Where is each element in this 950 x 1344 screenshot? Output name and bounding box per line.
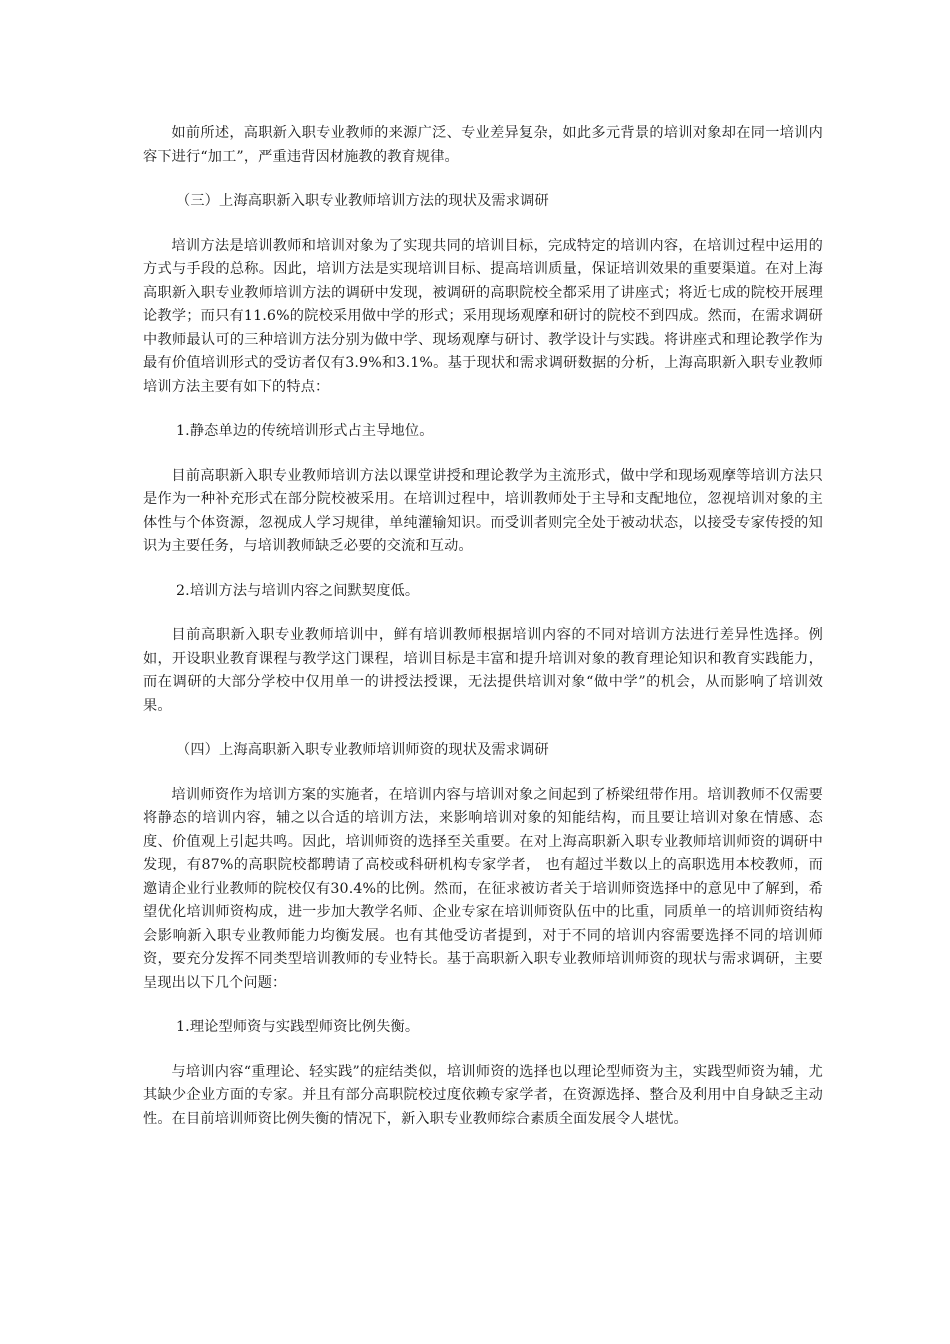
- paragraph-static-training-form: 目前高职新入职专业教师培训方法以课堂讲授和理论教学为主流形式，做中学和现场观摩等培训方法只是作为一种补充形式在部分院校被采用。在培训过程中，培训教师处于主导和支配地位，忽视培训对象的主体性与个体资源，忽视成人学习规律，单纯灌输知识。而受训者则完全处于被动状态，以接受专家传授的知识为主要任务，与培训教师缺乏必要的交流和互动。: [143, 467, 823, 554]
- document-body: [143, 122, 823, 1152]
- paragraph-training-methods: 培训方法是培训教师和培训对象为了实现共同的培训目标，完成特定的培训内容，在培训过程中运用的方式与手段的总称。因此，培训方法是实现培训目标、提高培训质量，保证培训效果的重要渠道。在对上海高职新入职专业教师培训方法的调研中发现，被调研的高职院校全都采用了讲座式；将近七成的院校开展理论教学；而只有11.6%的院校采用做中学的形式；采用现场观摩和研讨的院校不到四成。然而，在需求调研中教师最认可的三种培训方法分别为做中学、现场观摩与研讨、教学设计与实践。将讲座式和理论教学作为最有价值培训形式的受访者仅有3.9%和3.1%。基于现状和需求调研数据的分析，上海高职新入职专业教师培训方法主要有如下的特点：: [143, 237, 823, 395]
- paragraph-method-content-fit: 目前高职新入职专业教师培训中，鲜有培训教师根据培训内容的不同对培训方法进行差异性选择。例如，开设职业教育课程与教学这门课程，培训目标是丰富和提升培训对象的教育理论知识和教育实践能力，而在调研的大部分学校中仅用单一的讲授法授课，无法提供培训对象“做中学”的机会，从而影响了培训效果。: [143, 627, 823, 714]
- paragraph-faculty-imbalance: 与培训内容“重理论、轻实践”的症结类似，培训师资的选择也以理论型师资为主，实践型师资为辅，尤其缺少企业方面的专家。并且有部分高职院校过度依赖专家学者，在资源选择、整合及利用中自身缺乏主动性。在目前培训师资比例失衡的情况下，新入职专业教师综合素质全面发展令人堪忧。: [143, 1063, 823, 1127]
- subheading-faculty-imbalance: 1.理论型师资与实践型师资比例失衡。: [176, 1019, 420, 1035]
- subheading-static-training-form: 1.静态单边的传统培训形式占主导地位。: [176, 423, 434, 439]
- section-heading-training-faculty: （四）上海高职新入职专业教师培训师资的现状及需求调研: [176, 742, 549, 758]
- subheading-method-content-fit: 2.培训方法与培训内容之间默契度低。: [176, 582, 420, 599]
- section-heading-training-methods: （三）上海高职新入职专业教师培训方法的现状及需求调研: [176, 193, 549, 209]
- paragraph-intro-summary: 如前所述，高职新入职专业教师的来源广泛、专业差异复杂，如此多元背景的培训对象却在同一培训内容下进行“加工”，严重违背因材施教的教育规律。: [143, 125, 823, 165]
- paragraph-training-faculty: 培训师资作为培训方案的实施者，在培训内容与培训对象之间起到了桥梁纽带作用。培训教师不仅需要将静态的培训内容，辅之以合适的培训方法，来影响培训对象的知能结构，而且要让培训对象在情感、态度、价值观上引起共鸣。因此，培训师资的选择至关重要。在对上海高职新入职专业教师培训师资的调研中发现，有87%的高职院校都聘请了高校或科研机构专家学者， 也有超过半数以上的高职选用本校教师，而邀请企业行业教师的院校仅有30.4%的比例。然而，在征求被访者关于培训师资选择中的意见中了解到，希望优化培训师资构成，进一步加大教学名师、企业专家在培训师资队伍中的比重，同质单一的培训师资结构会影响新入职专业教师能力均衡发展。也有其他受访者提到，对于不同的培训内容需要选择不同的培训师资，要充分发挥不同类型培训教师的专业特长。基于高职新入职专业教师培训师资的现状与需求调研，主要呈现出以下几个问题：: [143, 786, 823, 991]
